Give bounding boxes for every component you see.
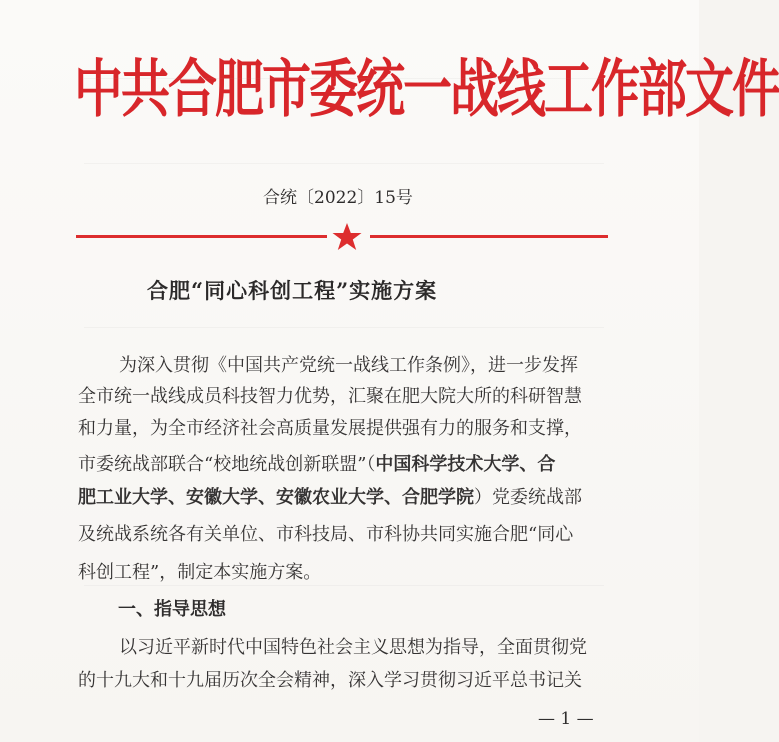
paragraph-line: 和力量，为全市经济社会高质量发展提供强有力的服务和支撑， xyxy=(78,418,582,439)
paragraph-line: 全市统一战线成员科技智力优势，汇聚在肥大院大所的科研智慧 xyxy=(78,386,582,407)
section-heading: 一、指导思想 xyxy=(118,599,226,620)
paragraph-line xyxy=(78,485,582,511)
document-red-header: 中共合肥市委统一战线工作部文件 xyxy=(74,52,779,126)
paragraph-line: 科创工程”，制定本实施方案。 xyxy=(78,562,322,583)
document-title: 合肥“同心科创工程”实施方案 xyxy=(147,278,438,303)
paragraph-line: 的十九大和十九届历次全会精神，深入学习贯彻习近平总书记关 xyxy=(78,670,582,691)
left-red-rule xyxy=(76,235,327,238)
document-number: 合统〔2022〕15号 xyxy=(263,188,413,208)
paragraph-line: 以习近平新时代中国特色社会主义思想为指导，全面贯彻党 xyxy=(119,637,587,658)
paragraph-line xyxy=(78,452,555,478)
paragraph-text: 市委统战部联合“校地统战创新联盟”（ xyxy=(78,454,376,475)
paper-texture-line xyxy=(84,163,604,164)
right-red-rule xyxy=(370,235,608,238)
university-list-bold: 肥工业大学、安徽大学、安徽农业大学、合肥学院 xyxy=(78,487,474,508)
university-list-bold: 中国科学技术大学、合 xyxy=(375,454,556,475)
red-star-icon xyxy=(331,222,363,252)
paper-texture-line xyxy=(84,327,604,328)
paper-texture-line xyxy=(84,585,604,586)
paragraph-text: ）党委统战部 xyxy=(474,487,582,508)
paper-texture-line xyxy=(84,78,604,79)
paragraph-line: 为深入贯彻《中国共产党统一战线工作条例》，进一步发挥 xyxy=(119,355,578,376)
page-number: — 1 — xyxy=(538,709,594,729)
paragraph-line: 及统战系统各有关单位、市科技局、市科协共同实施合肥“同心 xyxy=(78,524,574,545)
